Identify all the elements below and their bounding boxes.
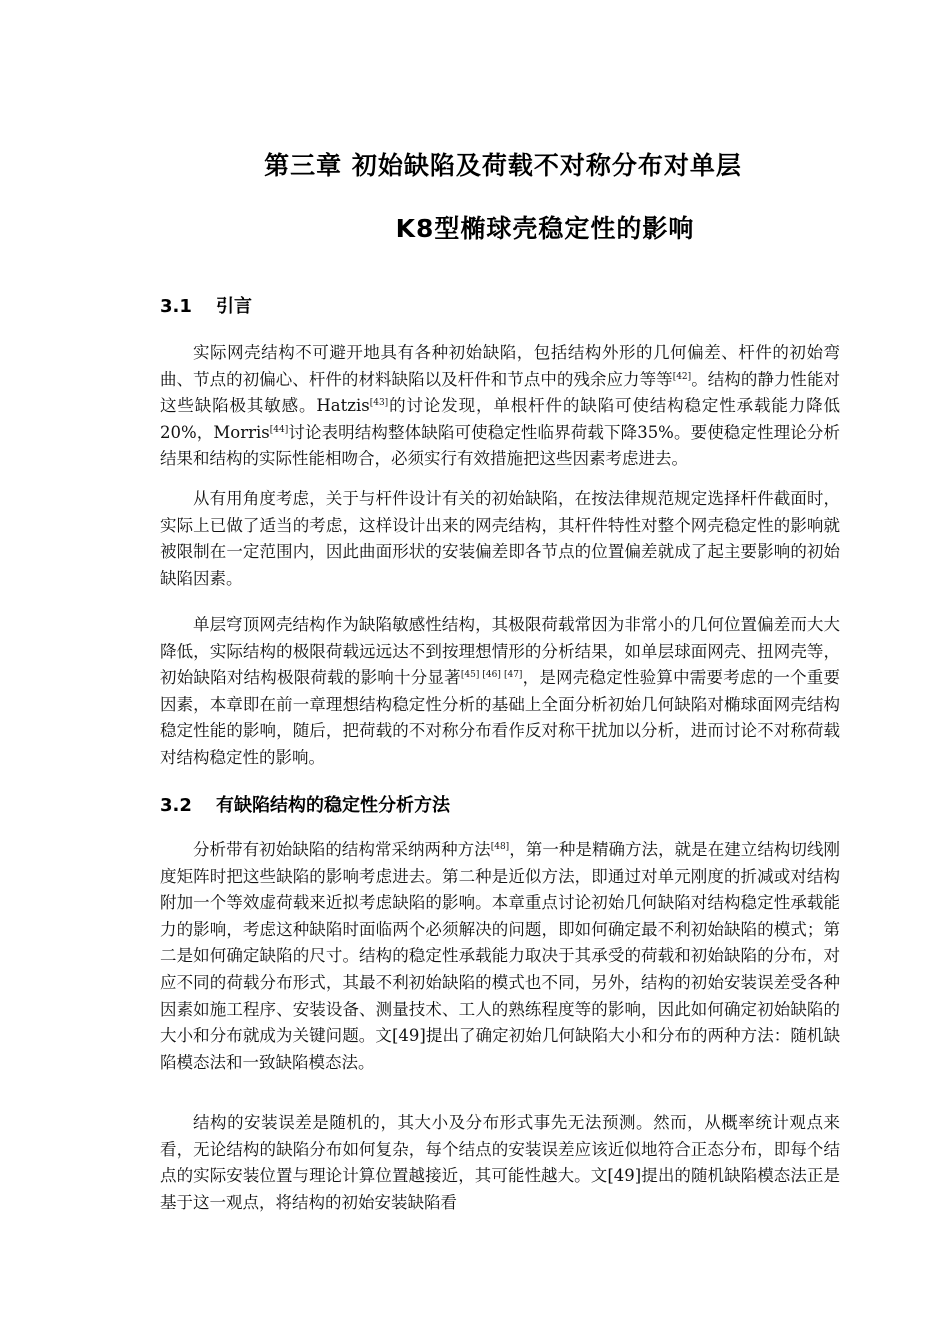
chapter-title-line1: 第三章 初始缺陷及荷载不对称分布对单层 [264,151,742,180]
paragraph-1 [160,340,840,473]
paragraph-text: 讨论表明结构整体缺陷可使稳定性临界荷载下降35%。要使稳定性理论分析结果和结构的实际性能相吻合，必须实行有效措施把这些因素考虑进去。 [160,422,840,469]
section-number: 3.1 [160,296,192,317]
section-number: 3.2 [160,795,192,816]
paragraph-text: 的讨论发现，单根杆件的缺陷可使结构稳定性承载能力降低20%，Morris [160,396,841,442]
citation: [45] [46] [47] [460,670,523,681]
citation: [44] [269,424,289,435]
section-heading-3-2 [160,791,450,817]
section-heading-3-1 [160,292,252,318]
paragraph-text: 单层穹顶网壳结构作为缺陷敏感性结构，其极限荷载常因为非常小的几何位置偏差而大大降低，实际结构的极限荷载远远达不到按理想情形的分析结果，如单层球面网壳、扭网壳等，初始缺陷对结构极限荷载的影响十分显著 [160,615,840,688]
citation: [42] [672,371,692,382]
citation: [48] [490,842,510,852]
paragraph-5: 结构的安装误差是随机的，其大小及分布形式事先无法预测。然而，从概率统计观点来看，无论结构的缺陷分布如何复杂，每个结点的安装误差应该近似地符合正态分布，即每个结点的实际安装位置与理论计算位置越接近，其可能性越大。文[49]提出的随机缺陷模态法正是基于这一观点，将结构的初始安装缺陷看 [160,1113,840,1212]
section-title: 引言 [216,296,252,317]
paragraph-2: 从有用角度考虑，关于与杆件设计有关的初始缺陷，在按法律规范规定选择杆件截面时，实际上已做了适当的考虑，这样设计出来的网壳结构，其杆件特性对整个网壳稳定性的影响就被限制在一定范围内，因此曲面形状的安装偏差即各节点的位置偏差就成了起主要影响的初始缺陷因素。 [160,489,840,588]
paragraph-text: 。结构的静力性能对这些缺陷极其敏感。Hatzis [160,369,841,416]
paragraph-3 [160,612,840,772]
paragraph-text: 实际网壳结构不可避开地具有各种初始缺陷，包括结构外形的几何偏差、杆件的初始弯曲、节点的初偏心、杆件的材料缺陷以及杆件和节点中的残余应力等等 [160,343,840,389]
citation: [43] [369,398,389,409]
paragraph-text: 分析带有初始缺陷的结构常采纳两种方法 [193,840,491,859]
paragraph-text: ，是网壳稳定性验算中需要考虑的一个重要因素，本章即在前一章理想结构稳定性分析的基础上全面分析初始几何缺陷对椭球面网壳结构稳定性能的影响，随后，把荷载的不对称分布看作反对称干扰加以分析，进而讨论不对称荷载对结构稳定性的影响。 [160,668,841,767]
section-title: 有缺陷结构的稳定性分析方法 [216,795,450,816]
chapter-title-line2: K8型椭球壳稳定性的影响 [395,214,695,243]
paragraph-4 [160,837,840,1076]
paragraph-text: ，第一种是精确方法，就是在建立结构切线刚度矩阵时把这些缺陷的影响考虑进去。第二种是近似方法，即通过对单元刚度的折减或对结构附加一个等效虚荷载来近拟考虑缺陷的影响。本章重点讨论初始几何缺陷对结构稳定性承载能力的影响，考虑这种缺陷时面临两个必须解决的问题，即如何确定最不利初始缺陷的模式；第二是如何确定缺陷的尺寸。结构的稳定性承载能力取决于其承受的荷载和初始缺陷的分布，对应不同的荷载分布形式，其最不利初始缺陷的模式也不同，另外，结构的初始安装误差受各种因素如施工程序、安装设备、测量技术、工人的熟练程度等的影响，因此如何确定初始缺陷的大小和分布就成为关键问题。文[49]提出了确定初始几何缺陷大小和分布的两种方法：随机缺陷模态法和一致缺陷模态法。 [160,840,841,1072]
